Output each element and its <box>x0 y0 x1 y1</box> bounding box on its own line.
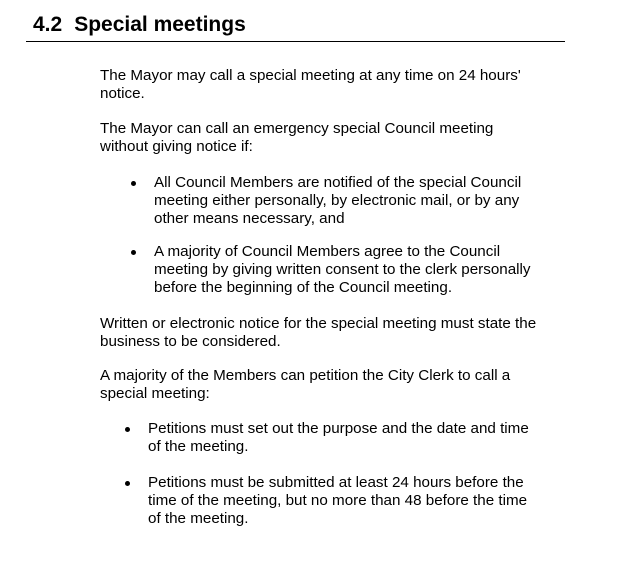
text-line: notice. <box>100 85 145 102</box>
text-line: other means necessary, and <box>154 210 345 227</box>
heading-rule <box>26 41 565 42</box>
bullet-icon <box>131 181 136 186</box>
text-line: special meeting: <box>100 385 210 402</box>
text-line: meeting by giving written consent to the clerk personally <box>154 261 531 278</box>
text-line: meeting either personally, by electronic mail, or by any <box>154 192 520 209</box>
section-number: 4.2 <box>33 13 63 36</box>
text-line: of the meeting. <box>148 510 249 527</box>
section-heading <box>33 13 246 37</box>
text-line: before the beginning of the Council meeting. <box>154 279 453 296</box>
text-line: The Mayor can call an emergency special Council meeting <box>100 120 494 137</box>
text-line: All Council Members are notified of the special Council <box>154 174 522 191</box>
text-line: Petitions must be submitted at least 24 hours before the <box>148 474 524 491</box>
text-line: A majority of Council Members agree to the Council <box>154 243 501 260</box>
text-line: Written or electronic notice for the special meeting must state the <box>100 315 537 332</box>
text-line: The Mayor may call a special meeting at any time on 24 hours' <box>100 67 521 84</box>
bullet-icon <box>125 427 130 432</box>
text-line: time of the meeting, but no more than 48 before the time <box>148 492 528 509</box>
bullet-icon <box>131 250 136 255</box>
text-line: business to be considered. <box>100 333 281 350</box>
text-line: Petitions must set out the purpose and the date and time <box>148 420 529 437</box>
text-line: A majority of the Members can petition the City Clerk to call a <box>100 367 511 384</box>
section-title: Special meetings <box>74 13 246 36</box>
text-line: of the meeting. <box>148 438 249 455</box>
bullet-icon <box>125 481 130 486</box>
text-line: without giving notice if: <box>100 138 253 155</box>
